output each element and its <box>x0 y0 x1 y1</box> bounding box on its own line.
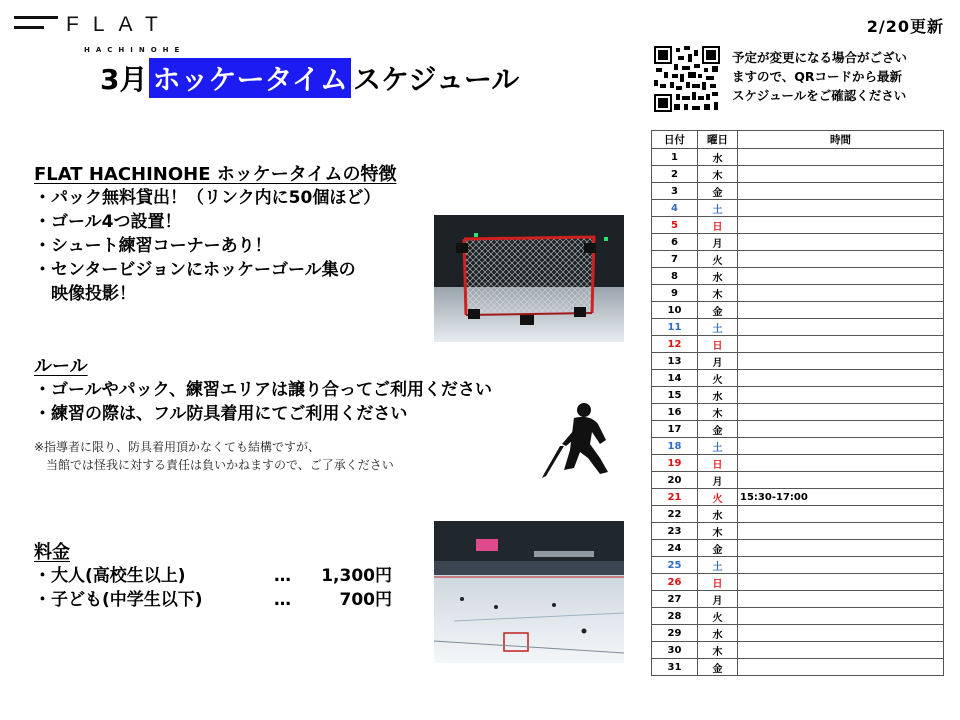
date-cell: 5 <box>652 217 698 234</box>
weekday-cell: 金 <box>698 302 738 319</box>
rule-note: 当館では怪我に対する責任は負いかねますので、ご了承ください <box>34 458 394 472</box>
feature-item: ・パック無料貸出！（リンク内に50個ほど） <box>34 188 381 208</box>
weekday-cell: 水 <box>698 149 738 166</box>
updated-date: 2/20更新 <box>866 17 944 36</box>
time-cell <box>738 574 944 591</box>
header-date: 日付 <box>652 131 698 149</box>
price-unit: 円 <box>375 590 392 610</box>
date-cell: 19 <box>652 455 698 472</box>
date-cell: 3 <box>652 183 698 200</box>
price-dots: … <box>274 566 291 586</box>
price-row <box>34 564 392 588</box>
table-row <box>652 659 944 676</box>
weekday-cell: 金 <box>698 183 738 200</box>
time-cell <box>738 370 944 387</box>
rule-item: ・ゴールやパック、練習エリアは譲り合ってご利用ください <box>34 380 492 400</box>
table-row <box>652 523 944 540</box>
time-cell <box>738 557 944 574</box>
table-row <box>652 642 944 659</box>
time-cell <box>738 421 944 438</box>
date-cell: 22 <box>652 506 698 523</box>
time-cell <box>738 251 944 268</box>
qr-note-line: 予定が変更になる場合がござい <box>732 50 908 65</box>
qr-note-line: スケジュールをご確認ください <box>732 88 907 103</box>
weekday-cell: 金 <box>698 659 738 676</box>
weekday-cell: 火 <box>698 608 738 625</box>
time-cell <box>738 268 944 285</box>
table-row <box>652 404 944 421</box>
table-row <box>652 336 944 353</box>
date-cell: 27 <box>652 591 698 608</box>
price-label: ・大人(高校生以上) <box>34 566 186 586</box>
weekday-cell: 木 <box>698 642 738 659</box>
weekday-cell: 火 <box>698 489 738 506</box>
weekday-cell: 木 <box>698 285 738 302</box>
weekday-cell: 火 <box>698 251 738 268</box>
date-cell: 16 <box>652 404 698 421</box>
weekday-cell: 月 <box>698 234 738 251</box>
time-cell <box>738 625 944 642</box>
weekday-cell: 水 <box>698 268 738 285</box>
page-title <box>100 58 519 98</box>
time-cell <box>738 285 944 302</box>
price-value <box>274 588 392 612</box>
time-cell <box>738 200 944 217</box>
schedule-body <box>652 149 944 676</box>
rule-note: ※指導者に限り、防具着用頂かなくても結構ですが、 <box>34 440 321 454</box>
time-cell <box>738 608 944 625</box>
features-title: FLAT HACHINOHE ホッケータイムの特徴 <box>34 164 397 185</box>
time-cell <box>738 540 944 557</box>
time-cell <box>738 234 944 251</box>
table-row <box>652 574 944 591</box>
time-cell <box>738 455 944 472</box>
time-cell <box>738 217 944 234</box>
time-cell: 15:30-17:00 <box>738 489 944 506</box>
rules-section <box>34 352 492 474</box>
pricing-title: 料金 <box>34 542 70 563</box>
features-section <box>34 160 396 306</box>
weekday-cell: 火 <box>698 370 738 387</box>
weekday-cell: 月 <box>698 472 738 489</box>
time-cell <box>738 523 944 540</box>
rules-title: ルール <box>34 356 88 377</box>
weekday-cell: 日 <box>698 455 738 472</box>
time-cell <box>738 302 944 319</box>
table-row <box>652 625 944 642</box>
schedule-table <box>651 130 944 676</box>
date-cell: 17 <box>652 421 698 438</box>
table-row <box>652 319 944 336</box>
table-row <box>652 285 944 302</box>
table-row <box>652 200 944 217</box>
date-cell: 8 <box>652 268 698 285</box>
date-cell: 20 <box>652 472 698 489</box>
time-cell <box>738 404 944 421</box>
title-prefix: 3月 <box>100 63 148 96</box>
weekday-cell: 土 <box>698 438 738 455</box>
logo-subtitle: HACHINOHE <box>84 46 186 54</box>
price-label: ・子ども(中学生以下) <box>34 590 203 610</box>
date-cell: 13 <box>652 353 698 370</box>
table-row <box>652 472 944 489</box>
time-cell <box>738 642 944 659</box>
table-row <box>652 455 944 472</box>
date-cell: 21 <box>652 489 698 506</box>
date-cell: 12 <box>652 336 698 353</box>
date-cell: 9 <box>652 285 698 302</box>
time-cell <box>738 438 944 455</box>
flat-hachinohe-logo <box>14 14 214 54</box>
svg-text:FLAT: FLAT <box>66 14 172 36</box>
date-cell: 26 <box>652 574 698 591</box>
weekday-cell: 水 <box>698 506 738 523</box>
feature-item: ・シュート練習コーナーあり！ <box>34 236 272 256</box>
price-amount: 700 <box>339 590 375 610</box>
date-cell: 25 <box>652 557 698 574</box>
date-cell: 18 <box>652 438 698 455</box>
date-cell: 24 <box>652 540 698 557</box>
weekday-cell: 金 <box>698 421 738 438</box>
weekday-cell: 水 <box>698 387 738 404</box>
date-cell: 10 <box>652 302 698 319</box>
date-cell: 31 <box>652 659 698 676</box>
table-row <box>652 353 944 370</box>
table-row <box>652 302 944 319</box>
weekday-cell: 日 <box>698 574 738 591</box>
date-cell: 11 <box>652 319 698 336</box>
weekday-cell: 土 <box>698 319 738 336</box>
hockey-player-icon <box>540 400 620 482</box>
date-cell: 15 <box>652 387 698 404</box>
table-row <box>652 166 944 183</box>
table-row <box>652 506 944 523</box>
time-cell <box>738 319 944 336</box>
table-row <box>652 387 944 404</box>
date-cell: 6 <box>652 234 698 251</box>
weekday-cell: 土 <box>698 557 738 574</box>
rule-item: ・練習の際は、フル防具着用にてご利用ください <box>34 404 408 424</box>
table-row <box>652 149 944 166</box>
price-unit: 円 <box>375 566 392 586</box>
header-weekday: 曜日 <box>698 131 738 149</box>
weekday-cell: 月 <box>698 591 738 608</box>
weekday-cell: 木 <box>698 523 738 540</box>
weekday-cell: 金 <box>698 540 738 557</box>
title-highlight: ホッケータイム <box>149 58 350 98</box>
hockey-goal-photo <box>434 215 624 342</box>
table-row <box>652 591 944 608</box>
schedule-header-row <box>652 131 944 149</box>
title-suffix: スケジュール <box>352 63 520 96</box>
table-row <box>652 540 944 557</box>
time-cell <box>738 387 944 404</box>
date-cell: 14 <box>652 370 698 387</box>
time-cell <box>738 591 944 608</box>
weekday-cell: 木 <box>698 404 738 421</box>
logo-mark <box>14 14 214 44</box>
time-cell <box>738 506 944 523</box>
price-dots: … <box>274 590 291 610</box>
weekday-cell: 日 <box>698 217 738 234</box>
qr-code-icon[interactable] <box>654 46 720 112</box>
time-cell <box>738 336 944 353</box>
date-cell: 29 <box>652 625 698 642</box>
weekday-cell: 木 <box>698 166 738 183</box>
table-row <box>652 268 944 285</box>
price-row <box>34 588 392 612</box>
feature-item: 映像投影！ <box>34 284 136 304</box>
pricing-section <box>34 538 392 612</box>
qr-note <box>732 48 952 105</box>
date-cell: 7 <box>652 251 698 268</box>
table-row <box>652 183 944 200</box>
table-row <box>652 421 944 438</box>
time-cell <box>738 149 944 166</box>
date-cell: 1 <box>652 149 698 166</box>
time-cell <box>738 183 944 200</box>
price-amount: 1,300 <box>321 566 375 586</box>
table-row <box>652 489 944 506</box>
table-row <box>652 251 944 268</box>
qr-note-line: ますので、QRコードから最新 <box>732 69 903 84</box>
time-cell <box>738 166 944 183</box>
date-cell: 2 <box>652 166 698 183</box>
time-cell <box>738 659 944 676</box>
table-row <box>652 370 944 387</box>
table-row <box>652 438 944 455</box>
date-cell: 23 <box>652 523 698 540</box>
header-time: 時間 <box>738 131 944 149</box>
time-cell <box>738 353 944 370</box>
weekday-cell: 土 <box>698 200 738 217</box>
date-cell: 28 <box>652 608 698 625</box>
table-row <box>652 608 944 625</box>
feature-item: ・ゴール4つ設置！ <box>34 212 182 232</box>
table-row <box>652 217 944 234</box>
date-cell: 30 <box>652 642 698 659</box>
price-value <box>274 564 392 588</box>
weekday-cell: 日 <box>698 336 738 353</box>
weekday-cell: 水 <box>698 625 738 642</box>
date-cell: 4 <box>652 200 698 217</box>
rink-photo <box>434 521 624 663</box>
table-row <box>652 234 944 251</box>
table-row <box>652 557 944 574</box>
time-cell <box>738 472 944 489</box>
feature-item: ・センタービジョンにホッケーゴール集の <box>34 260 356 280</box>
weekday-cell: 月 <box>698 353 738 370</box>
